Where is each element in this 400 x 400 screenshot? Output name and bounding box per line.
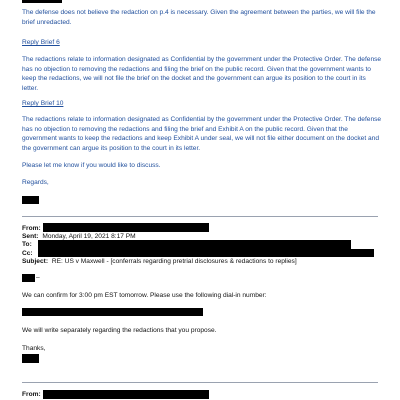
dial-in-redaction	[22, 308, 203, 316]
sent-label: Sent:	[22, 233, 39, 240]
reply-brief-6-paragraph: The redactions relate to information designated as Confidential by the government under the Protective Order. The defense has no objection to removing the redactions and filing the brief on the public record. Given that the government wants to keep the redactions, we will not file the brief on the docket and the government can argue its position to the court in its letter.	[22, 56, 382, 92]
thanks-line: Thanks,	[22, 345, 46, 352]
from-redaction-2	[43, 390, 209, 399]
greeting-suffix: –	[36, 274, 40, 281]
signature-redaction	[22, 196, 39, 204]
subject-row	[22, 257, 297, 267]
subject-label: Subject:	[22, 258, 49, 265]
top-fragment-paragraph: The defense does not believe the redaction on p.4 is necessary. Given the agreement between the parties, we will file the brief unredacted.	[22, 9, 376, 26]
signature-redaction-2	[22, 354, 39, 363]
to-redaction	[38, 240, 351, 249]
cc-redaction	[38, 249, 374, 257]
regards-line: Regards,	[22, 179, 49, 186]
to-label: To:	[22, 241, 32, 248]
sent-value: Monday, April 19, 2021 8:17 PM	[42, 233, 136, 240]
reply-line-2: We will write separately regarding the redactions that you propose.	[22, 327, 217, 334]
reply-brief-10-paragraph: The redactions relate to information designated as Confidential by the government under the Protective Order. The defense has no objection to removing the redactions and filing the brief and Exhibit A on the public record. Given that the government wants to keep the redactions and keep Exhibit A under seal, we will not file either document on the docket and the government can argue its position to the court in its letter.	[22, 116, 382, 152]
redaction-block	[22, 0, 62, 3]
reply-brief-10-heading: Reply Brief 10	[22, 100, 64, 107]
separator-line-2	[22, 382, 378, 383]
closing-line: Please let me know if you would like to discuss.	[22, 162, 161, 169]
cc-label: Cc:	[22, 250, 33, 257]
separator-line	[22, 216, 378, 217]
greeting-name-redaction	[22, 274, 35, 282]
reply-line-1: We can confirm for 3:00 pm EST tomorrow. Please use the following dial-in number:	[22, 292, 267, 299]
from-redaction	[43, 223, 209, 232]
from-label-2: From:	[22, 391, 41, 398]
reply-brief-6-heading: Reply Brief 6	[22, 39, 60, 46]
from-label: From:	[22, 225, 41, 232]
subject-value: RE: US v Maxwell - [conferrals regarding pretrial disclosures & redactions to replies]	[51, 258, 297, 265]
